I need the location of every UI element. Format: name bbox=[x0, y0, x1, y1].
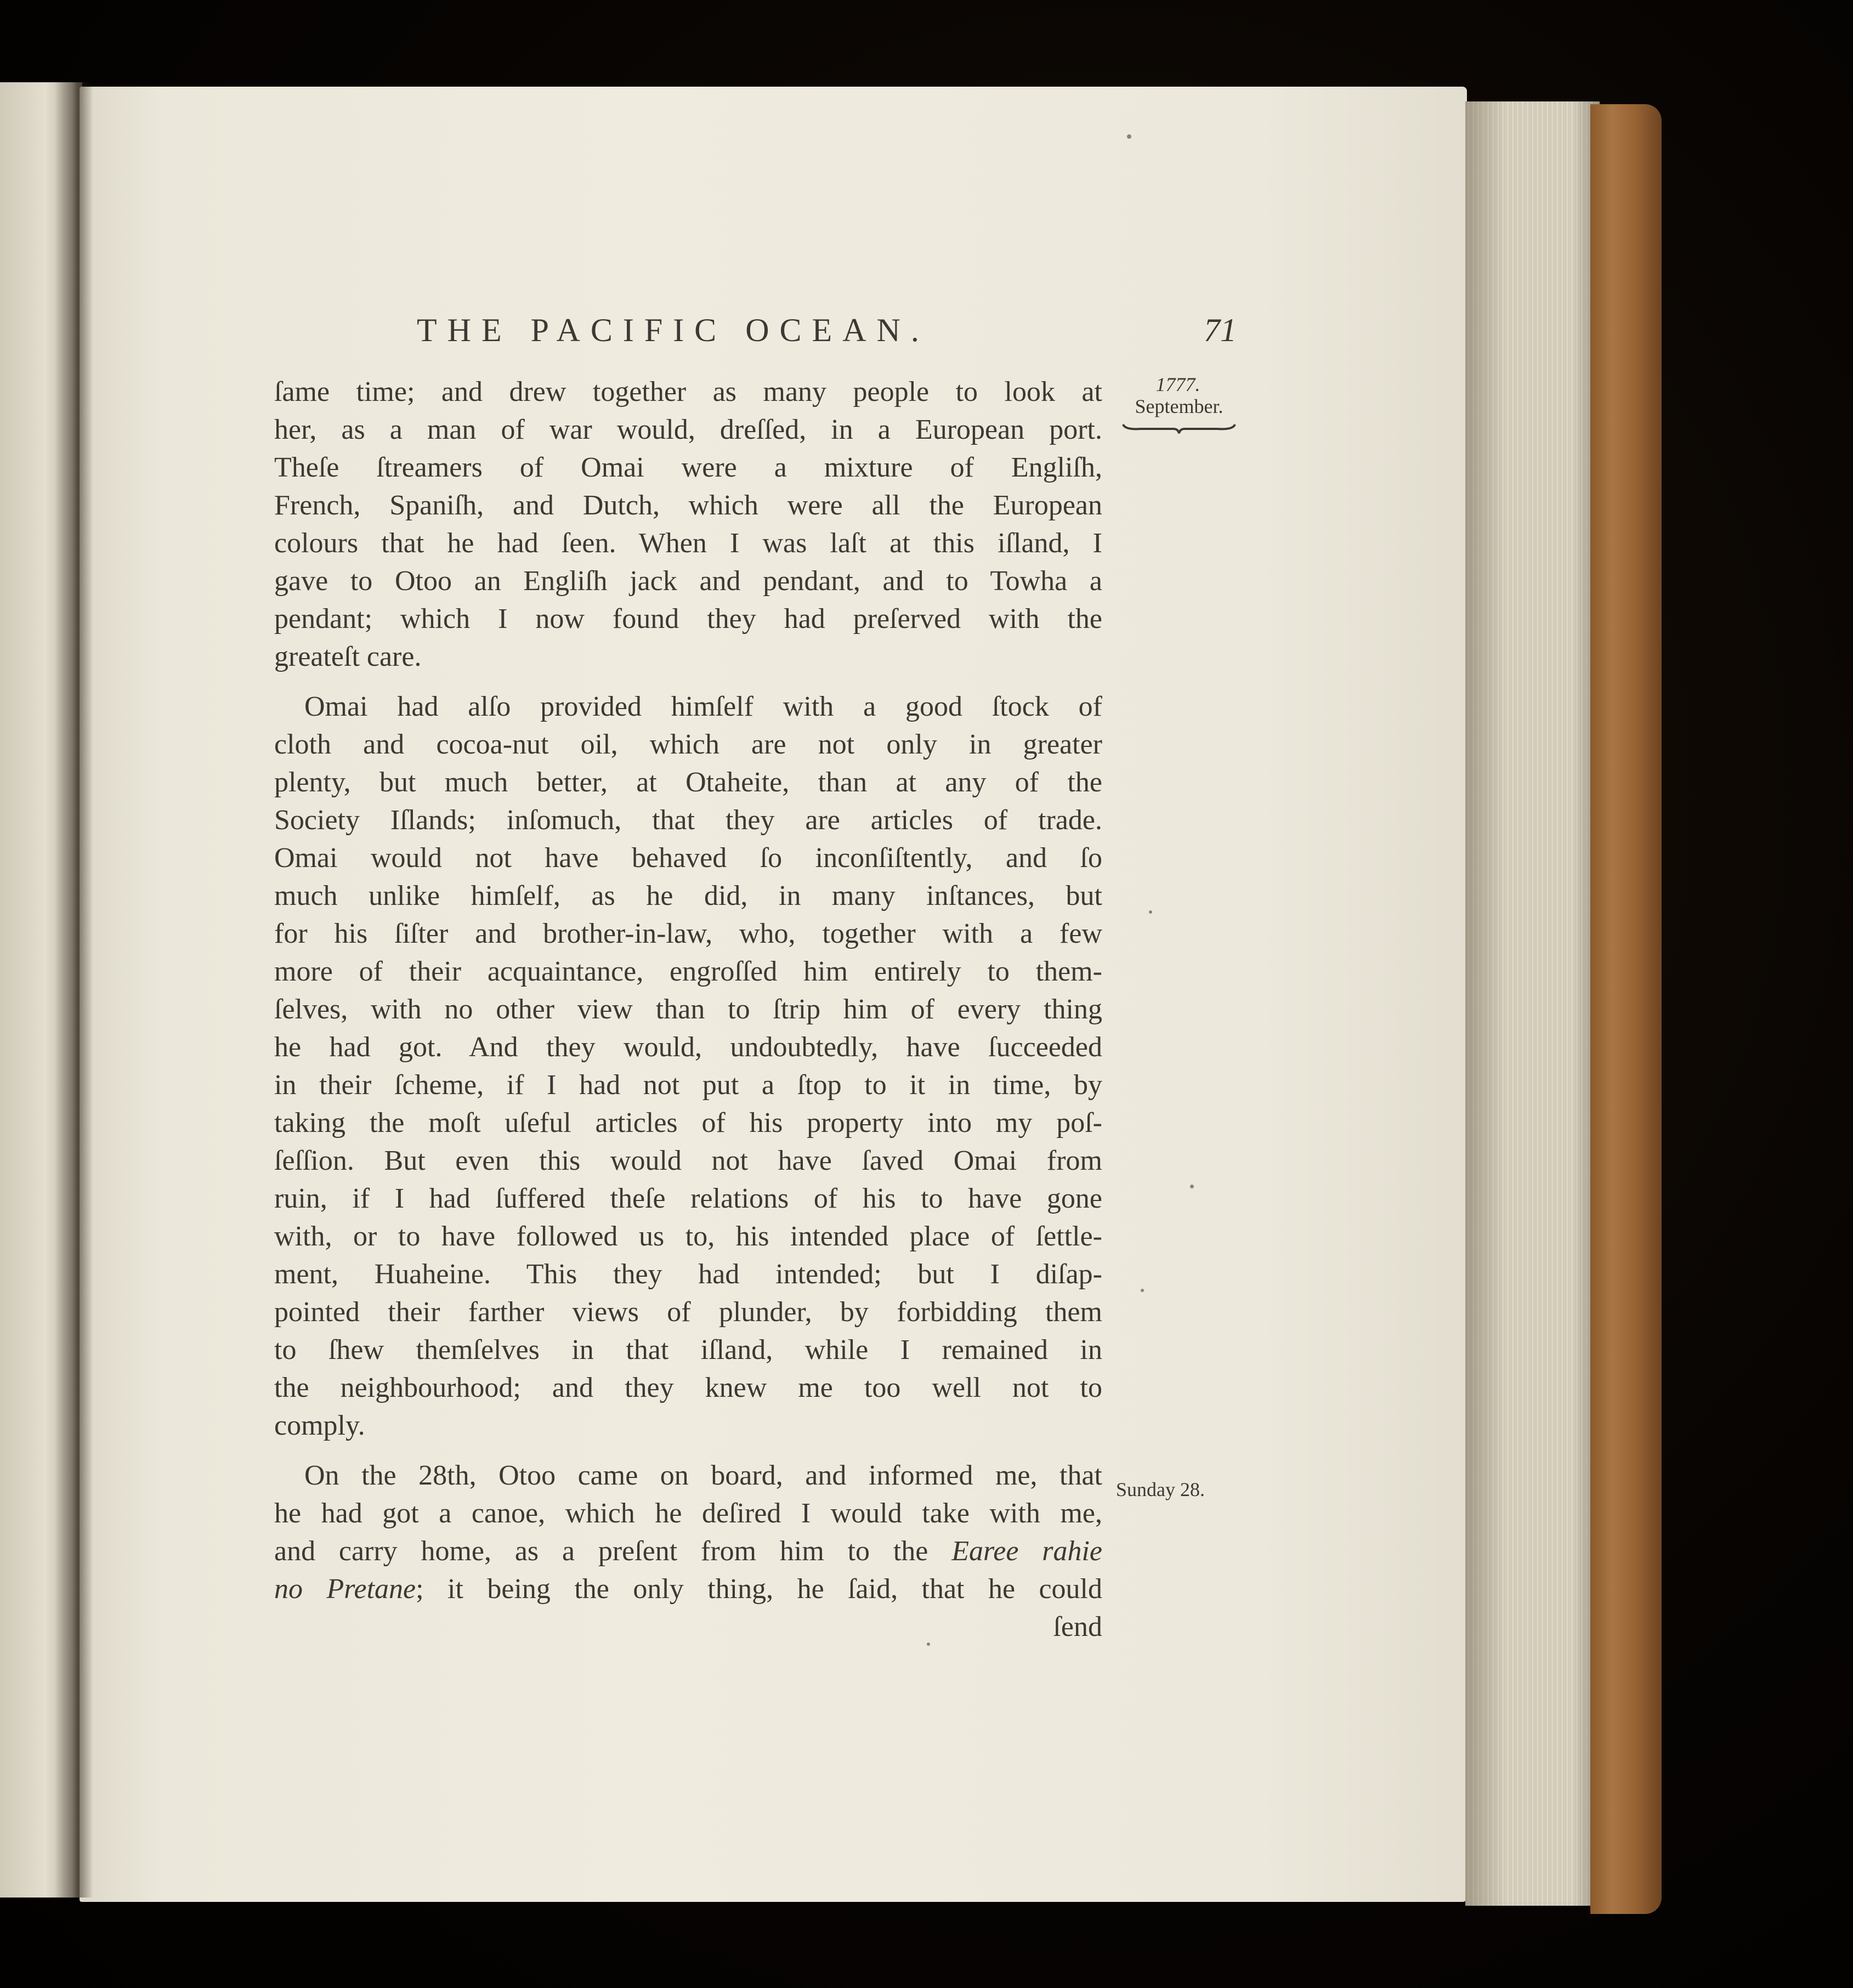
text-line: plenty, but much better, at Otaheite, than at any of the bbox=[274, 767, 1102, 798]
text-line: pendant; which I now found they had preſerved with the bbox=[274, 603, 1102, 635]
page-number: 71 bbox=[1204, 312, 1237, 348]
margin-note-year: 1777. bbox=[1155, 373, 1200, 395]
text-line-mixed bbox=[274, 1532, 1102, 1570]
text-line: much unlike himſelf, as he did, in many inſtances, but bbox=[274, 880, 1102, 911]
text-line: he had got a canoe, which he deſired I would take with me, bbox=[274, 1498, 1102, 1529]
text-line: French, Spaniſh, and Dutch, which were all the European bbox=[274, 490, 1102, 521]
paragraph-1 bbox=[274, 373, 1102, 676]
text-line: comply. bbox=[274, 1410, 365, 1441]
text-line-mixed bbox=[274, 1570, 1102, 1608]
paper-speck bbox=[1141, 1289, 1144, 1292]
text-line: Society Iſlands; inſomuch, that they are articles of trade. bbox=[274, 805, 1102, 836]
page-fore-edge-shade bbox=[1465, 101, 1600, 1906]
paper-speck bbox=[927, 1642, 930, 1646]
paragraph-3 bbox=[274, 1457, 1102, 1646]
text-line: more of their acquaintance, engroſſed him entirely to them- bbox=[274, 956, 1102, 987]
text-line: ſeſſion. But even this would not have ſaved Omai from bbox=[274, 1145, 1102, 1176]
margin-brace-icon bbox=[1119, 417, 1239, 439]
punctuation: ; bbox=[416, 1573, 424, 1605]
gutter-shadow bbox=[55, 82, 93, 1898]
text-line: colours that he had ſeen. When I was laſt at this iſland, I bbox=[274, 528, 1102, 559]
text-line: ſame time; and drew together as many people to look at bbox=[274, 376, 1102, 407]
text-line: with, or to have followed us to, his intended place of ſettle- bbox=[274, 1221, 1102, 1252]
text-line: gave to Otoo an Engliſh jack and pendant, and to Towha a bbox=[274, 565, 1102, 597]
text-run: it being the only thing, he ſaid, that he could bbox=[447, 1573, 1103, 1605]
text-line: On the 28th, Otoo came on board, and informed me, that bbox=[304, 1460, 1102, 1491]
margin-note-month: September. bbox=[1135, 395, 1223, 417]
text-line: for his ſiſter and brother-in-law, who, together with a few bbox=[274, 918, 1102, 949]
text-line: greateſt care. bbox=[274, 641, 422, 672]
text-line: ruin, if I had ſuffered theſe relations of his to have gone bbox=[274, 1183, 1102, 1214]
text-line: ment, Huaheine. This they had intended; but I diſap- bbox=[274, 1259, 1102, 1290]
paper-speck bbox=[1149, 910, 1152, 914]
text-line: in their ſcheme, if I had not put a ſtop to it in time, by bbox=[274, 1069, 1102, 1101]
paragraph-2 bbox=[274, 688, 1102, 1445]
text-line: he had got. And they would, undoubtedly, have ſucceeded bbox=[274, 1032, 1102, 1063]
text-line: ſelves, with no other view than to ſtrip him of every thing bbox=[274, 994, 1102, 1025]
text-line: pointed their farther views of plunder, by forbidding them bbox=[274, 1296, 1102, 1328]
leather-cover bbox=[1590, 104, 1662, 1914]
text-line: the neighbourhood; and they knew me too well not to bbox=[274, 1372, 1102, 1403]
text-line: Theſe ſtreamers of Omai were a mixture of Engliſh, bbox=[274, 452, 1102, 483]
text-line: Omai would not have behaved ſo inconſiſtently, and ſo bbox=[274, 842, 1102, 874]
text-line: to ſhew themſelves in that iſland, while I remained in bbox=[274, 1334, 1102, 1366]
paper-speck bbox=[1190, 1185, 1194, 1188]
body-text bbox=[274, 373, 1102, 1658]
catchword: ſend bbox=[1053, 1611, 1102, 1642]
text-line: cloth and cocoa-nut oil, which are not only in greater bbox=[274, 729, 1102, 760]
text-line: Omai had alſo provided himſelf with a good ſtock of bbox=[304, 691, 1102, 722]
text-line: her, as a man of war would, dreſſed, in a European port. bbox=[274, 414, 1102, 445]
margin-note-sunday: Sunday 28. bbox=[1116, 1479, 1205, 1500]
text-line: taking the moſt uſeful articles of his property into my poſ- bbox=[274, 1107, 1102, 1139]
italic-phrase: no Pretane bbox=[274, 1573, 416, 1605]
text-run: and carry home, as a preſent from him to the bbox=[274, 1536, 928, 1567]
italic-phrase: Earee rahie bbox=[951, 1536, 1103, 1567]
running-title: THE PACIFIC OCEAN. bbox=[417, 312, 930, 348]
paper-speck bbox=[1127, 134, 1131, 139]
